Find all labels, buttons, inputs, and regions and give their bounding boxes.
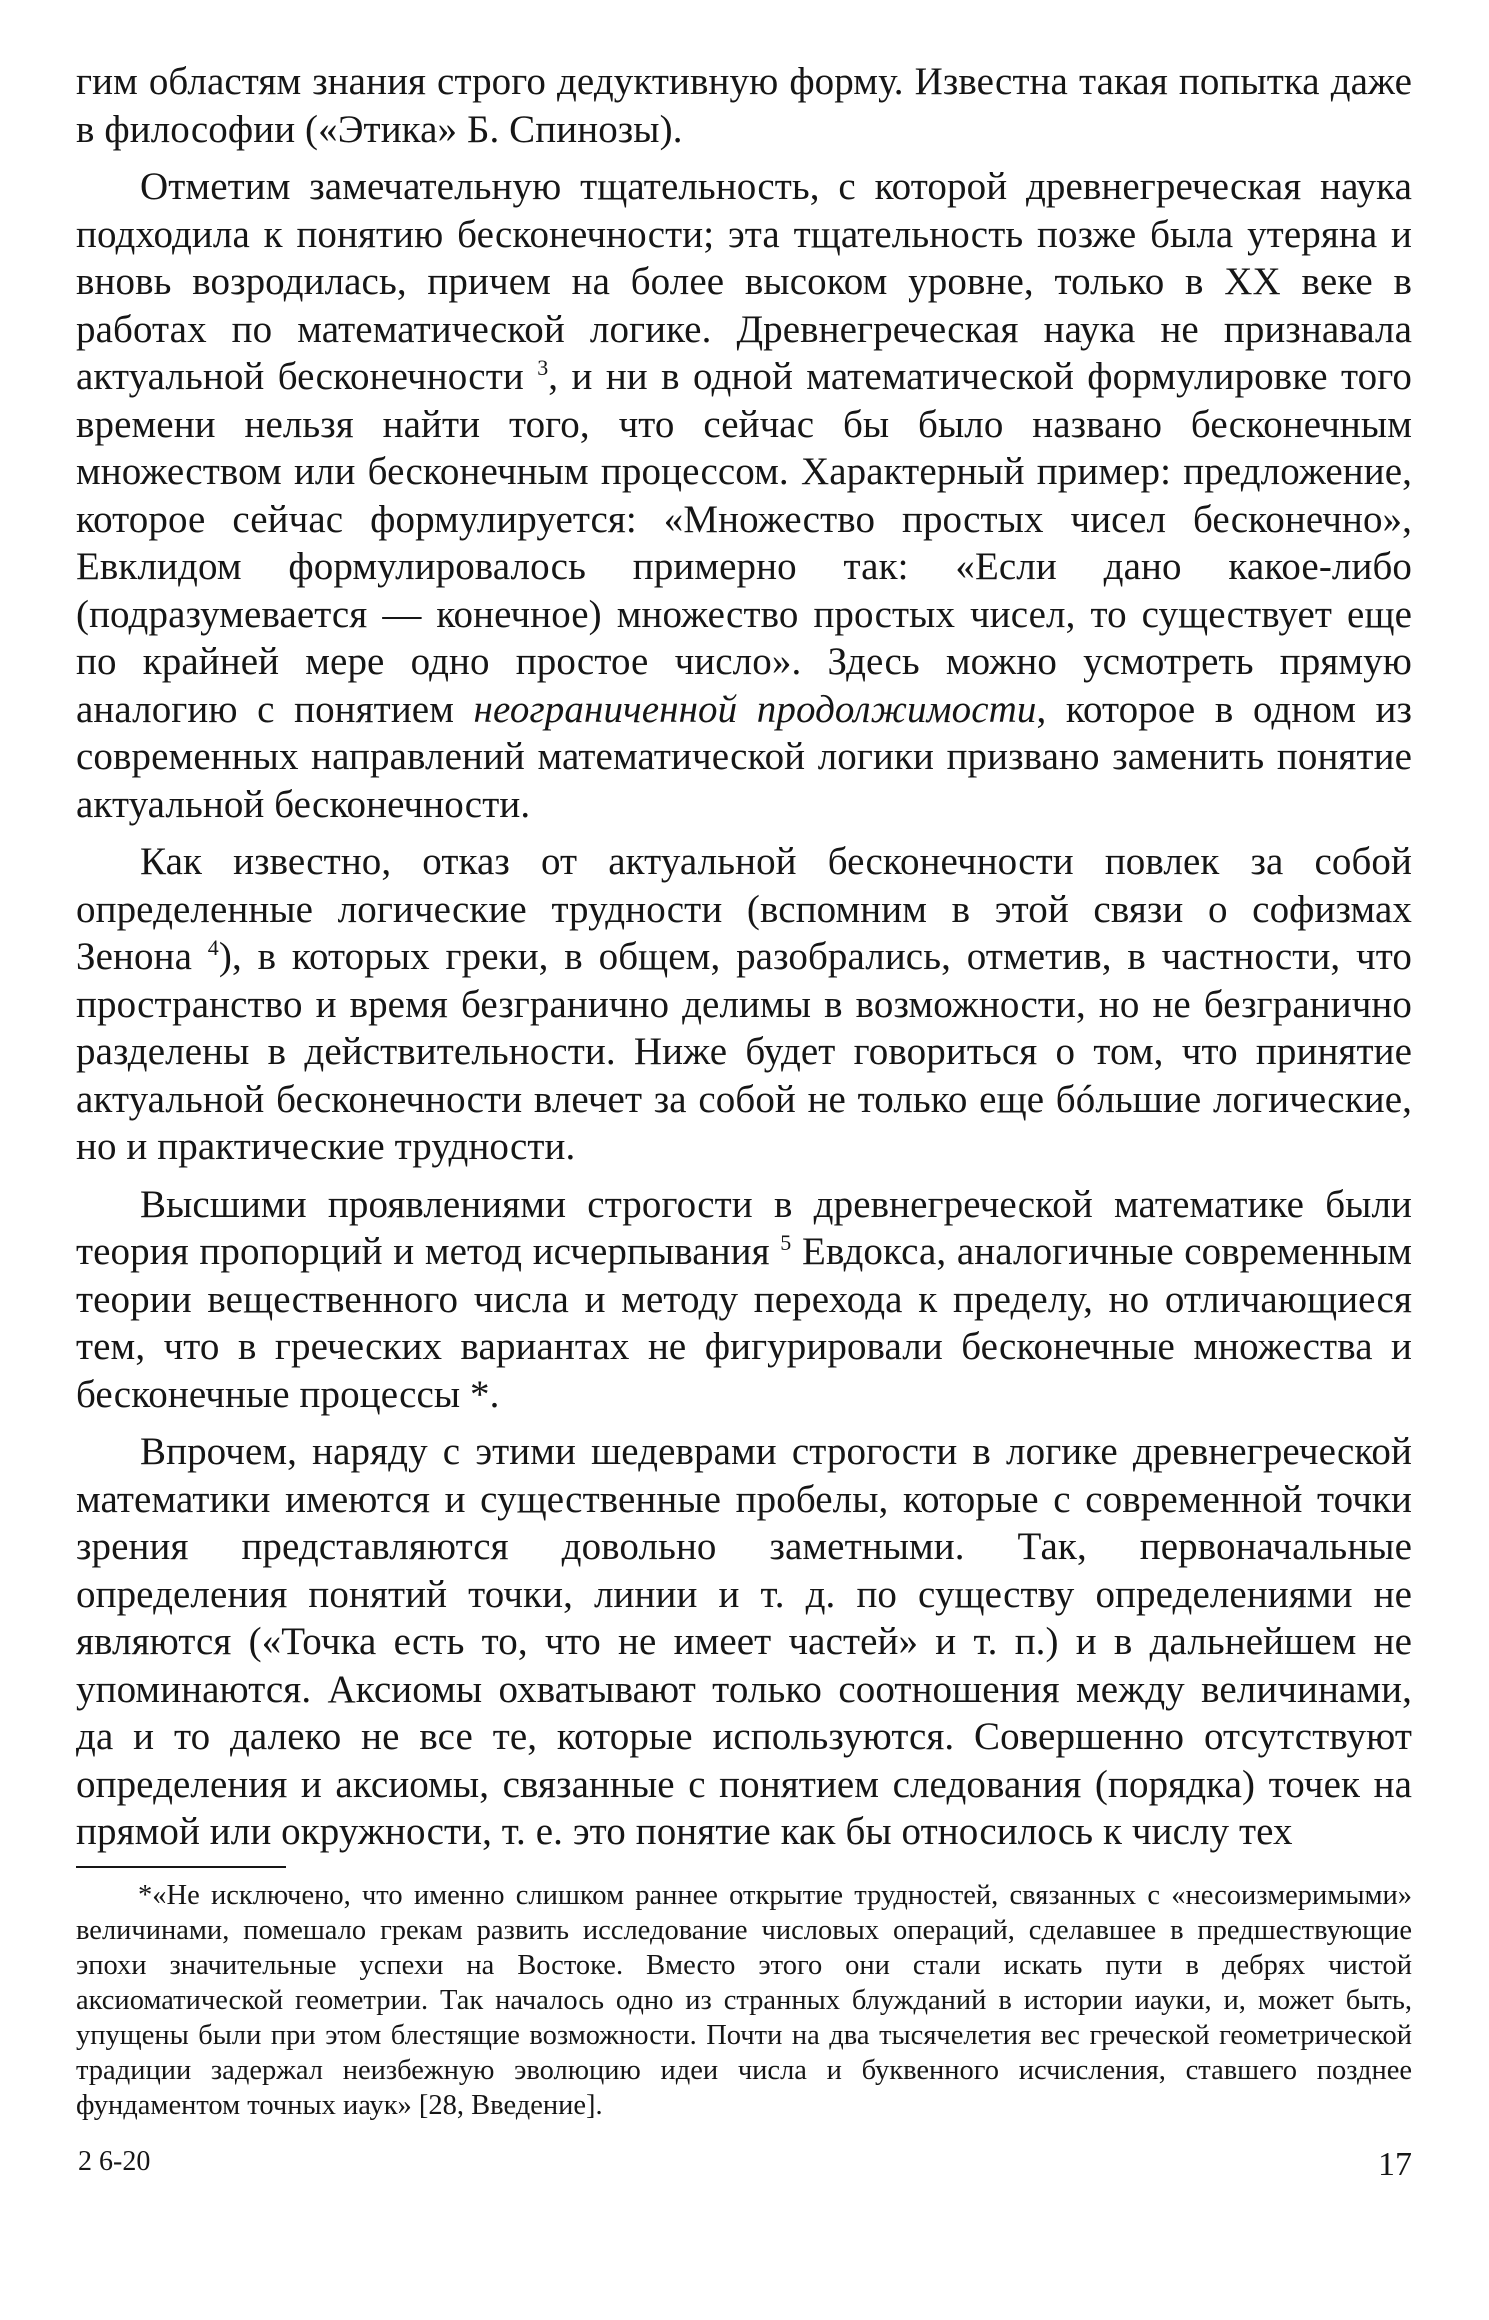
- printer-signature: 2 6-20: [78, 2146, 151, 2177]
- paragraph-zeno: [76, 838, 1412, 1171]
- text-segment: ), в которых греки, в общем, разобрались, отметив, в частности, что пространство и время безгранично делимы в возможности, но не безгранично разделены в действительности. Ниже будет говориться о том, что принятие актуальной бесконечности влечет за собой не только еще бóльшие логические, но и практические трудности.: [76, 935, 1412, 1168]
- footnote-ref-5: 5: [780, 1230, 792, 1255]
- text-segment: Как известно, отказ от актуальной бесконечности повлек за собой определенные логические трудности (вспомним в этой связи о софизмах Зенона: [76, 840, 1412, 978]
- text-segment: , которое в одном из современных направлений математической логики призвано заменить понятие актуальной бесконечности.: [76, 687, 1412, 826]
- page-number: 17: [1378, 2146, 1412, 2183]
- paragraph-infinity: [76, 163, 1412, 828]
- italic-term: неограниченной продолжимости: [473, 687, 1037, 731]
- book-page: [76, 58, 1412, 2258]
- text-segment: Отметим замечательную тщательность, с которой древнегреческая наука подходила к понятию бесконечности; эта тщательность позже была утеряна и вновь возродилась, причем на более высоком уровне, только в XX веке в работах по математической логике. Древнегреческая наука не признавала актуальной бесконечности: [76, 165, 1412, 398]
- footnote-ref-4: 4: [207, 935, 219, 960]
- text-segment: Евдокса, аналогичные современным теории вещественного числа и методу перехода к пределу, но отличающиеся тем, что в греческих вариантах не фигурировали бесконечные множества и бесконечные процессы *.: [76, 1230, 1412, 1416]
- page-footer: [76, 2146, 1412, 2196]
- text-segment: Высшими проявлениями строгости в древнегреческой математике были теория пропорций и метод исчерпывания: [76, 1182, 1412, 1273]
- footnote-ref-3: 3: [537, 355, 549, 380]
- paragraph-continuation: гим областям знания строго дедуктивную форму. Известна такая попытка даже в философии («Этика» Б. Спинозы).: [76, 60, 1412, 151]
- footnote-divider: [76, 1866, 286, 1868]
- text-segment: , и ни в одной математической формулировке того времени нельзя найти того, что сейчас бы было названо бесконечным множеством или бесконечным процессом. Характерный пример: предложение, которое сейчас формулируется: «Множество простых чисел бесконечно», Евклидом формулировалось примерно так: «Если дано какое-либо (подразумевается — конечное) множество простых чисел, то существует еще по крайней мере одно простое число». Здесь можно усмотреть прямую аналогию с понятием: [76, 355, 1412, 731]
- paragraph-eudoxus: [76, 1181, 1412, 1419]
- paragraph-gaps: Впрочем, наряду с этими шедеврами строгости в логике древнегреческой математики имеются и существенные пробелы, которые с современной точки зрения представляются довольно заметными. Так, первоначальные определения понятий точки, линии и т. д. по существу определениями не являются («Точка есть то, что не имеет частей» и т. п.) и в дальнейшем не упоминаются. Аксиомы охватывают только соотношения между величинами, да и то далеко не все те, которые используются. Совершенно отсутствуют определения и аксиомы, связанные с понятием следования (порядка) точек на прямой или окружности, т. е. это понятие как бы относилось к числу тех: [76, 1430, 1412, 1853]
- footnote-text: *«Не исключено, что именно слишком раннее открытие трудностей, связанных с «несоизмеримыми» величинами, помешало грекам развить исследование числовых операций, сделавшее в предшествующие эпохи значительные успехи на Востоке. Вместо этого они стали искать пути в дебрях чистой аксиоматической геометрии. Так началось одно из странных блужданий в истории иауки, и, может быть, упущены были при этом блестящие возможности. Почти на два тысячелетия вес греческой геометрической традиции задержал неизбежную эволюцию идеи числа и буквенного исчисления, ставшего позднее фундаментом точных иаук» [28, Введение].: [76, 1879, 1412, 2121]
- main-text: [76, 58, 1412, 1856]
